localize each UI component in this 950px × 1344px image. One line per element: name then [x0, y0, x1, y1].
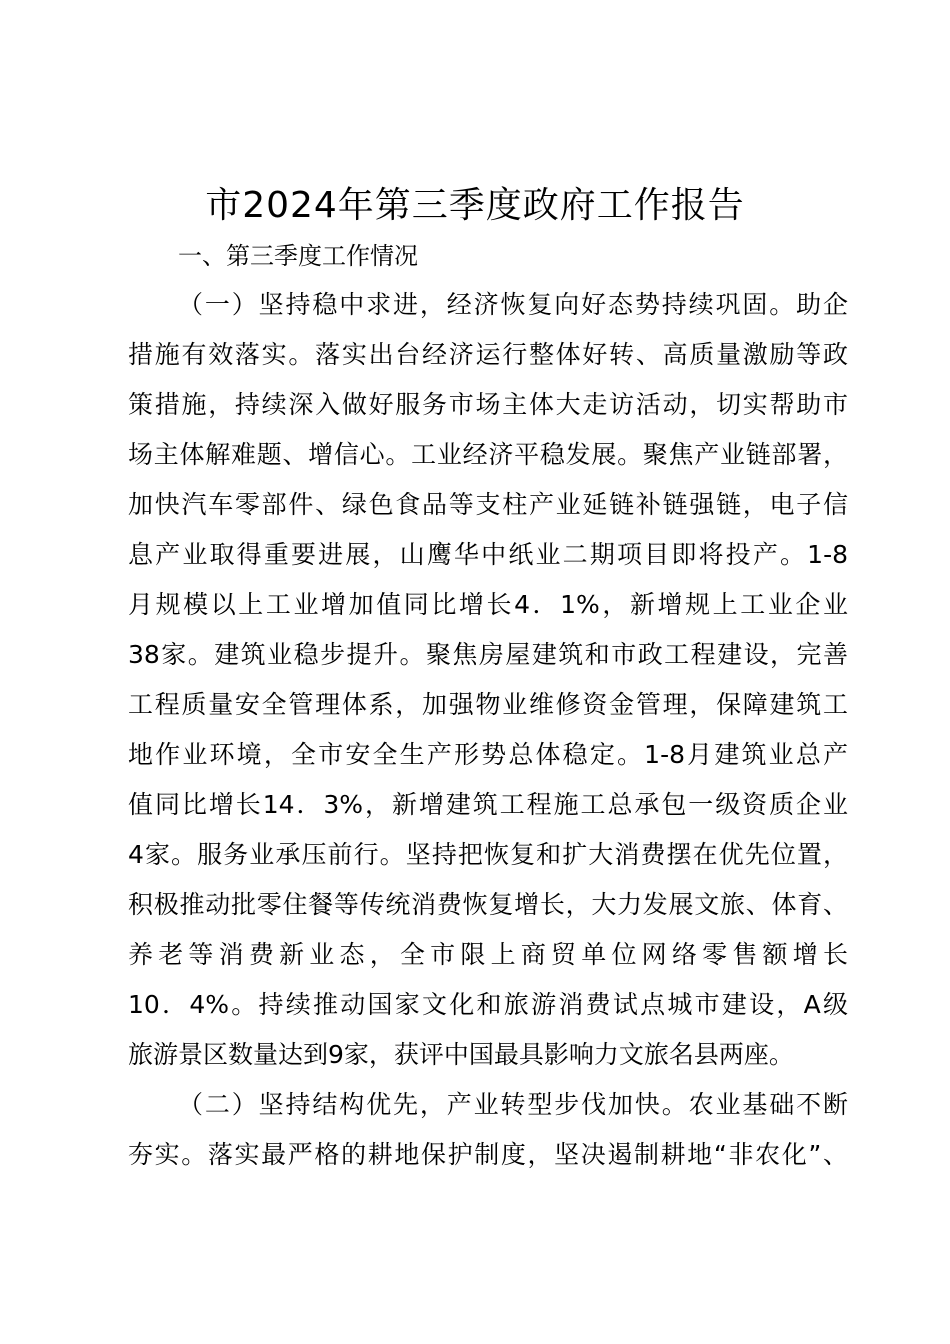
- document-title: 市2024年第三季度政府工作报告: [205, 185, 745, 226]
- paragraph-line: 夯实。落实最严格的耕地保护制度，坚决遏制耕地“非农化”、: [128, 1140, 848, 1169]
- paragraph-line: 值同比增长14．3%，新增建筑工程施工总承包一级资质企业: [128, 790, 848, 819]
- paragraph-line: 策措施，持续深入做好服务市场主体大走访活动，切实帮助市: [128, 390, 848, 419]
- paragraph-line: （一）坚持稳中求进，经济恢复向好态势持续巩固。助企: [178, 290, 848, 319]
- paragraph-line: 月规模以上工业增加值同比增长4．1%，新增规上工业企业: [128, 590, 848, 619]
- paragraph-line: 38家。建筑业稳步提升。聚焦房屋建筑和市政工程建设，完善: [128, 640, 848, 669]
- paragraph-line: 10．4%。持续推动国家文化和旅游消费试点城市建设，A级: [128, 990, 848, 1019]
- paragraph-line: 积极推动批零住餐等传统消费恢复增长，大力发展文旅、体育、: [128, 890, 848, 919]
- section-heading: 一、第三季度工作情况: [178, 242, 418, 270]
- paragraph-line: 场主体解难题、增信心。工业经济平稳发展。聚焦产业链部署，: [128, 440, 848, 469]
- paragraph-line: （二）坚持结构优先，产业转型步伐加快。农业基础不断: [178, 1090, 848, 1119]
- paragraph-line: 旅游景区数量达到9家，获评中国最具影响力文旅名县两座。: [128, 1040, 794, 1069]
- paragraph-line: 工程质量安全管理体系，加强物业维修资金管理，保障建筑工: [128, 690, 848, 719]
- paragraph-line: 措施有效落实。落实出台经济运行整体好转、高质量激励等政: [128, 340, 848, 369]
- paragraph-line: 4家。服务业承压前行。坚持把恢复和扩大消费摆在优先位置，: [128, 840, 848, 869]
- paragraph-line: 息产业取得重要进展，山鹰华中纸业二期项目即将投产。1-8: [128, 540, 848, 569]
- paragraph-line: 养老等消费新业态，全市限上商贸单位网络零售额增长: [128, 940, 848, 969]
- paragraph-line: 地作业环境，全市安全生产形势总体稳定。1-8月建筑业总产: [128, 740, 848, 769]
- paragraph-line: 加快汽车零部件、绿色食品等支柱产业延链补链强链，电子信: [128, 490, 848, 519]
